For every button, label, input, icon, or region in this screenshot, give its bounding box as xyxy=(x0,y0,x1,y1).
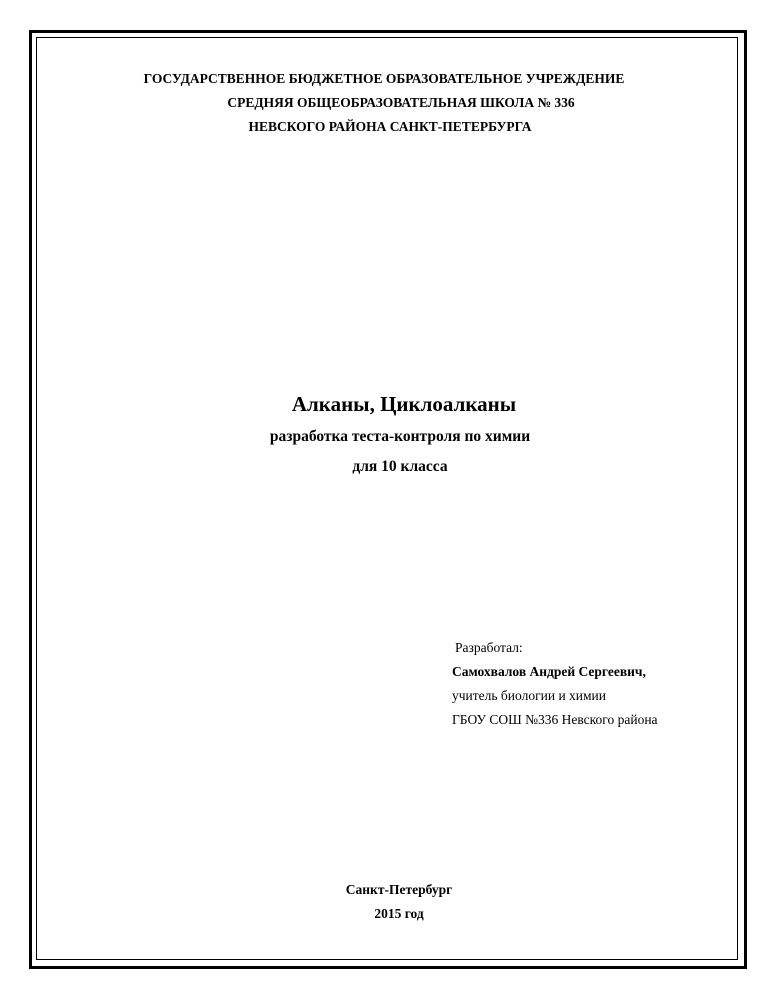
author-label: Разработал: xyxy=(455,640,523,655)
institution-header xyxy=(0,67,768,139)
header-line-3: НЕВСКОГО РАЙОНА САНКТ-ПЕТЕРБУРГА xyxy=(248,119,532,134)
document-grade: для 10 класса xyxy=(352,458,448,475)
page-border-inner xyxy=(36,37,738,960)
footer-year: 2015 год xyxy=(374,906,424,921)
title-block xyxy=(0,390,768,478)
document-title: Алканы, Циклоалканы xyxy=(291,392,517,416)
header-line-2: СРЕДНЯЯ ОБЩЕОБРАЗОВАТЕЛЬНАЯ ШКОЛА № 336 xyxy=(227,95,575,110)
footer-block xyxy=(0,878,768,926)
author-name: Самохвалов Андрей Сергеевич, xyxy=(452,664,646,679)
author-organization: ГБОУ СОШ №336 Невского района xyxy=(452,712,658,727)
author-block xyxy=(452,636,732,732)
footer-city: Санкт-Петербург xyxy=(345,882,453,897)
document-subtitle: разработка теста-контроля по химии xyxy=(269,428,531,445)
header-line-1: ГОСУДАРСТВЕННОЕ БЮДЖЕТНОЕ ОБРАЗОВАТЕЛЬНОЕ УЧРЕЖДЕНИЕ xyxy=(143,71,625,86)
author-position: учитель биологии и химии xyxy=(452,688,607,703)
